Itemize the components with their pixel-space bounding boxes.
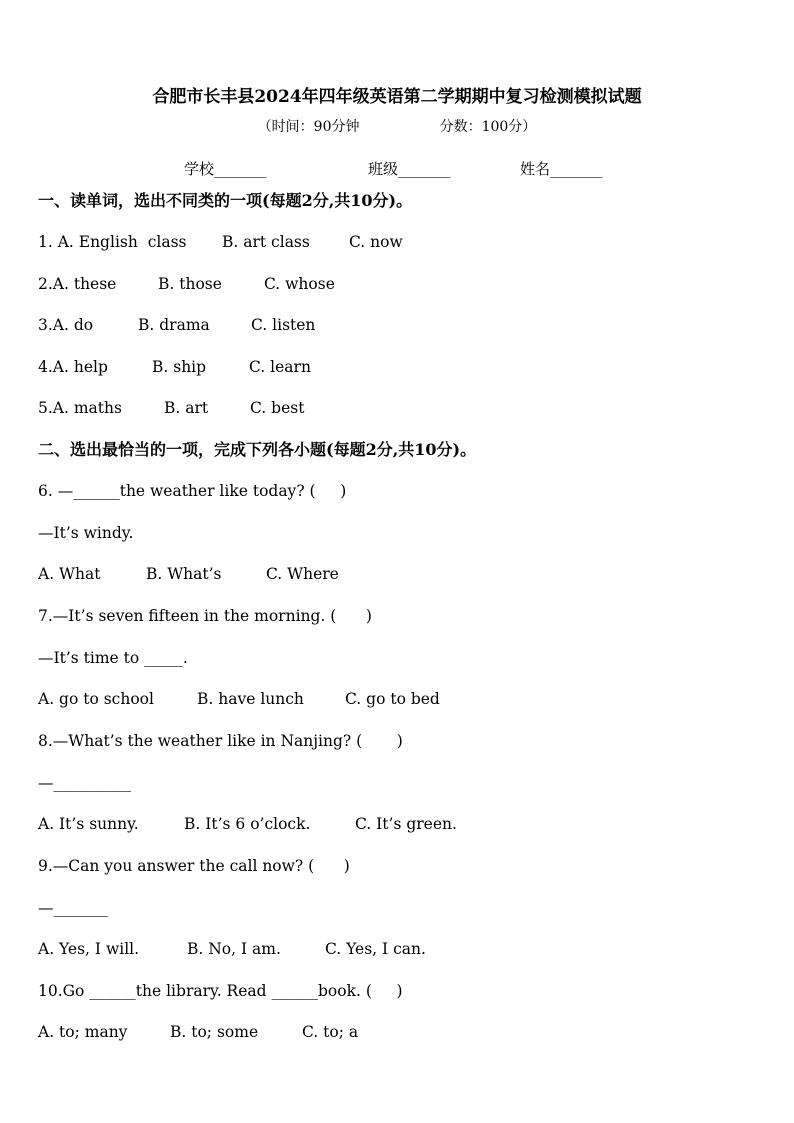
q9-option-b: B. No, I am.: [187, 940, 281, 958]
q9-reply: —_______: [38, 899, 108, 917]
q10-stem: 10.Go ______the library. Read ______book. ( ): [38, 982, 403, 1000]
q8-option-c: C. It’s green.: [355, 815, 457, 833]
q5-option-a: 5.A. maths: [38, 399, 122, 417]
q1-option-a: 1. A. English class: [38, 233, 187, 251]
q3-option-a: 3.A. do: [38, 316, 94, 334]
class-field: 班级_______: [368, 160, 451, 178]
q2-option-a: 2.A. these: [38, 275, 117, 293]
q5-option-c: C. best: [250, 399, 305, 417]
q8-option-a: A. It’s sunny.: [38, 815, 139, 833]
q8-stem: 8.—What’s the weather like in Nanjing? ( ): [38, 732, 403, 750]
section-2-heading: 二、选出最恰当的一项，完成下列各小题(每题2分,共10分)。: [38, 440, 477, 459]
q6-stem: 6. —______the weather like today? ( ): [38, 482, 347, 500]
q7-option-a: A. go to school: [38, 690, 154, 708]
q8-reply: —__________: [38, 774, 131, 792]
q2-option-b: B. those: [158, 275, 222, 293]
q7-stem: 7.—It’s seven fifteen in the morning. ( ): [38, 607, 372, 625]
page-title: 合肥市长丰县2024年四年级英语第二学期期中复习检测模拟试题: [152, 87, 642, 107]
name-field: 姓名_______: [520, 160, 603, 178]
q7-reply: —It’s time to _____.: [38, 649, 188, 667]
q6-option-a: A. What: [38, 565, 101, 583]
q1-option-b: B. art class: [222, 233, 310, 251]
q4-option-c: C. learn: [249, 358, 311, 376]
q7-option-b: B. have lunch: [197, 690, 304, 708]
school-field: 学校_______: [184, 160, 267, 178]
q6-option-b: B. What’s: [146, 565, 222, 583]
q10-option-a: A. to; many: [38, 1023, 128, 1041]
q1-option-c: C. now: [349, 233, 403, 251]
section-1-heading: 一、读单词，选出不同类的一项(每题2分,共10分)。: [38, 191, 413, 210]
q4-option-b: B. ship: [152, 358, 207, 376]
q7-option-c: C. go to bed: [345, 690, 440, 708]
q9-stem: 9.—Can you answer the call now? ( ): [38, 857, 350, 875]
q4-option-a: 4.A. help: [38, 358, 108, 376]
q8-option-b: B. It’s 6 o’clock.: [184, 815, 311, 833]
q5-option-b: B. art: [164, 399, 209, 417]
q2-option-c: C. whose: [264, 275, 335, 293]
q9-option-a: A. Yes, I will.: [38, 940, 140, 958]
q10-option-c: C. to; a: [302, 1023, 359, 1041]
q10-option-b: B. to; some: [170, 1023, 259, 1041]
exam-time-score: （时间：90分钟 分数：100分）: [257, 119, 537, 135]
q6-option-c: C. Where: [266, 565, 339, 583]
q6-reply: —It’s windy.: [38, 524, 134, 542]
q3-option-b: B. drama: [138, 316, 210, 334]
q3-option-c: C. listen: [251, 316, 316, 334]
q9-option-c: C. Yes, I can.: [325, 940, 426, 958]
